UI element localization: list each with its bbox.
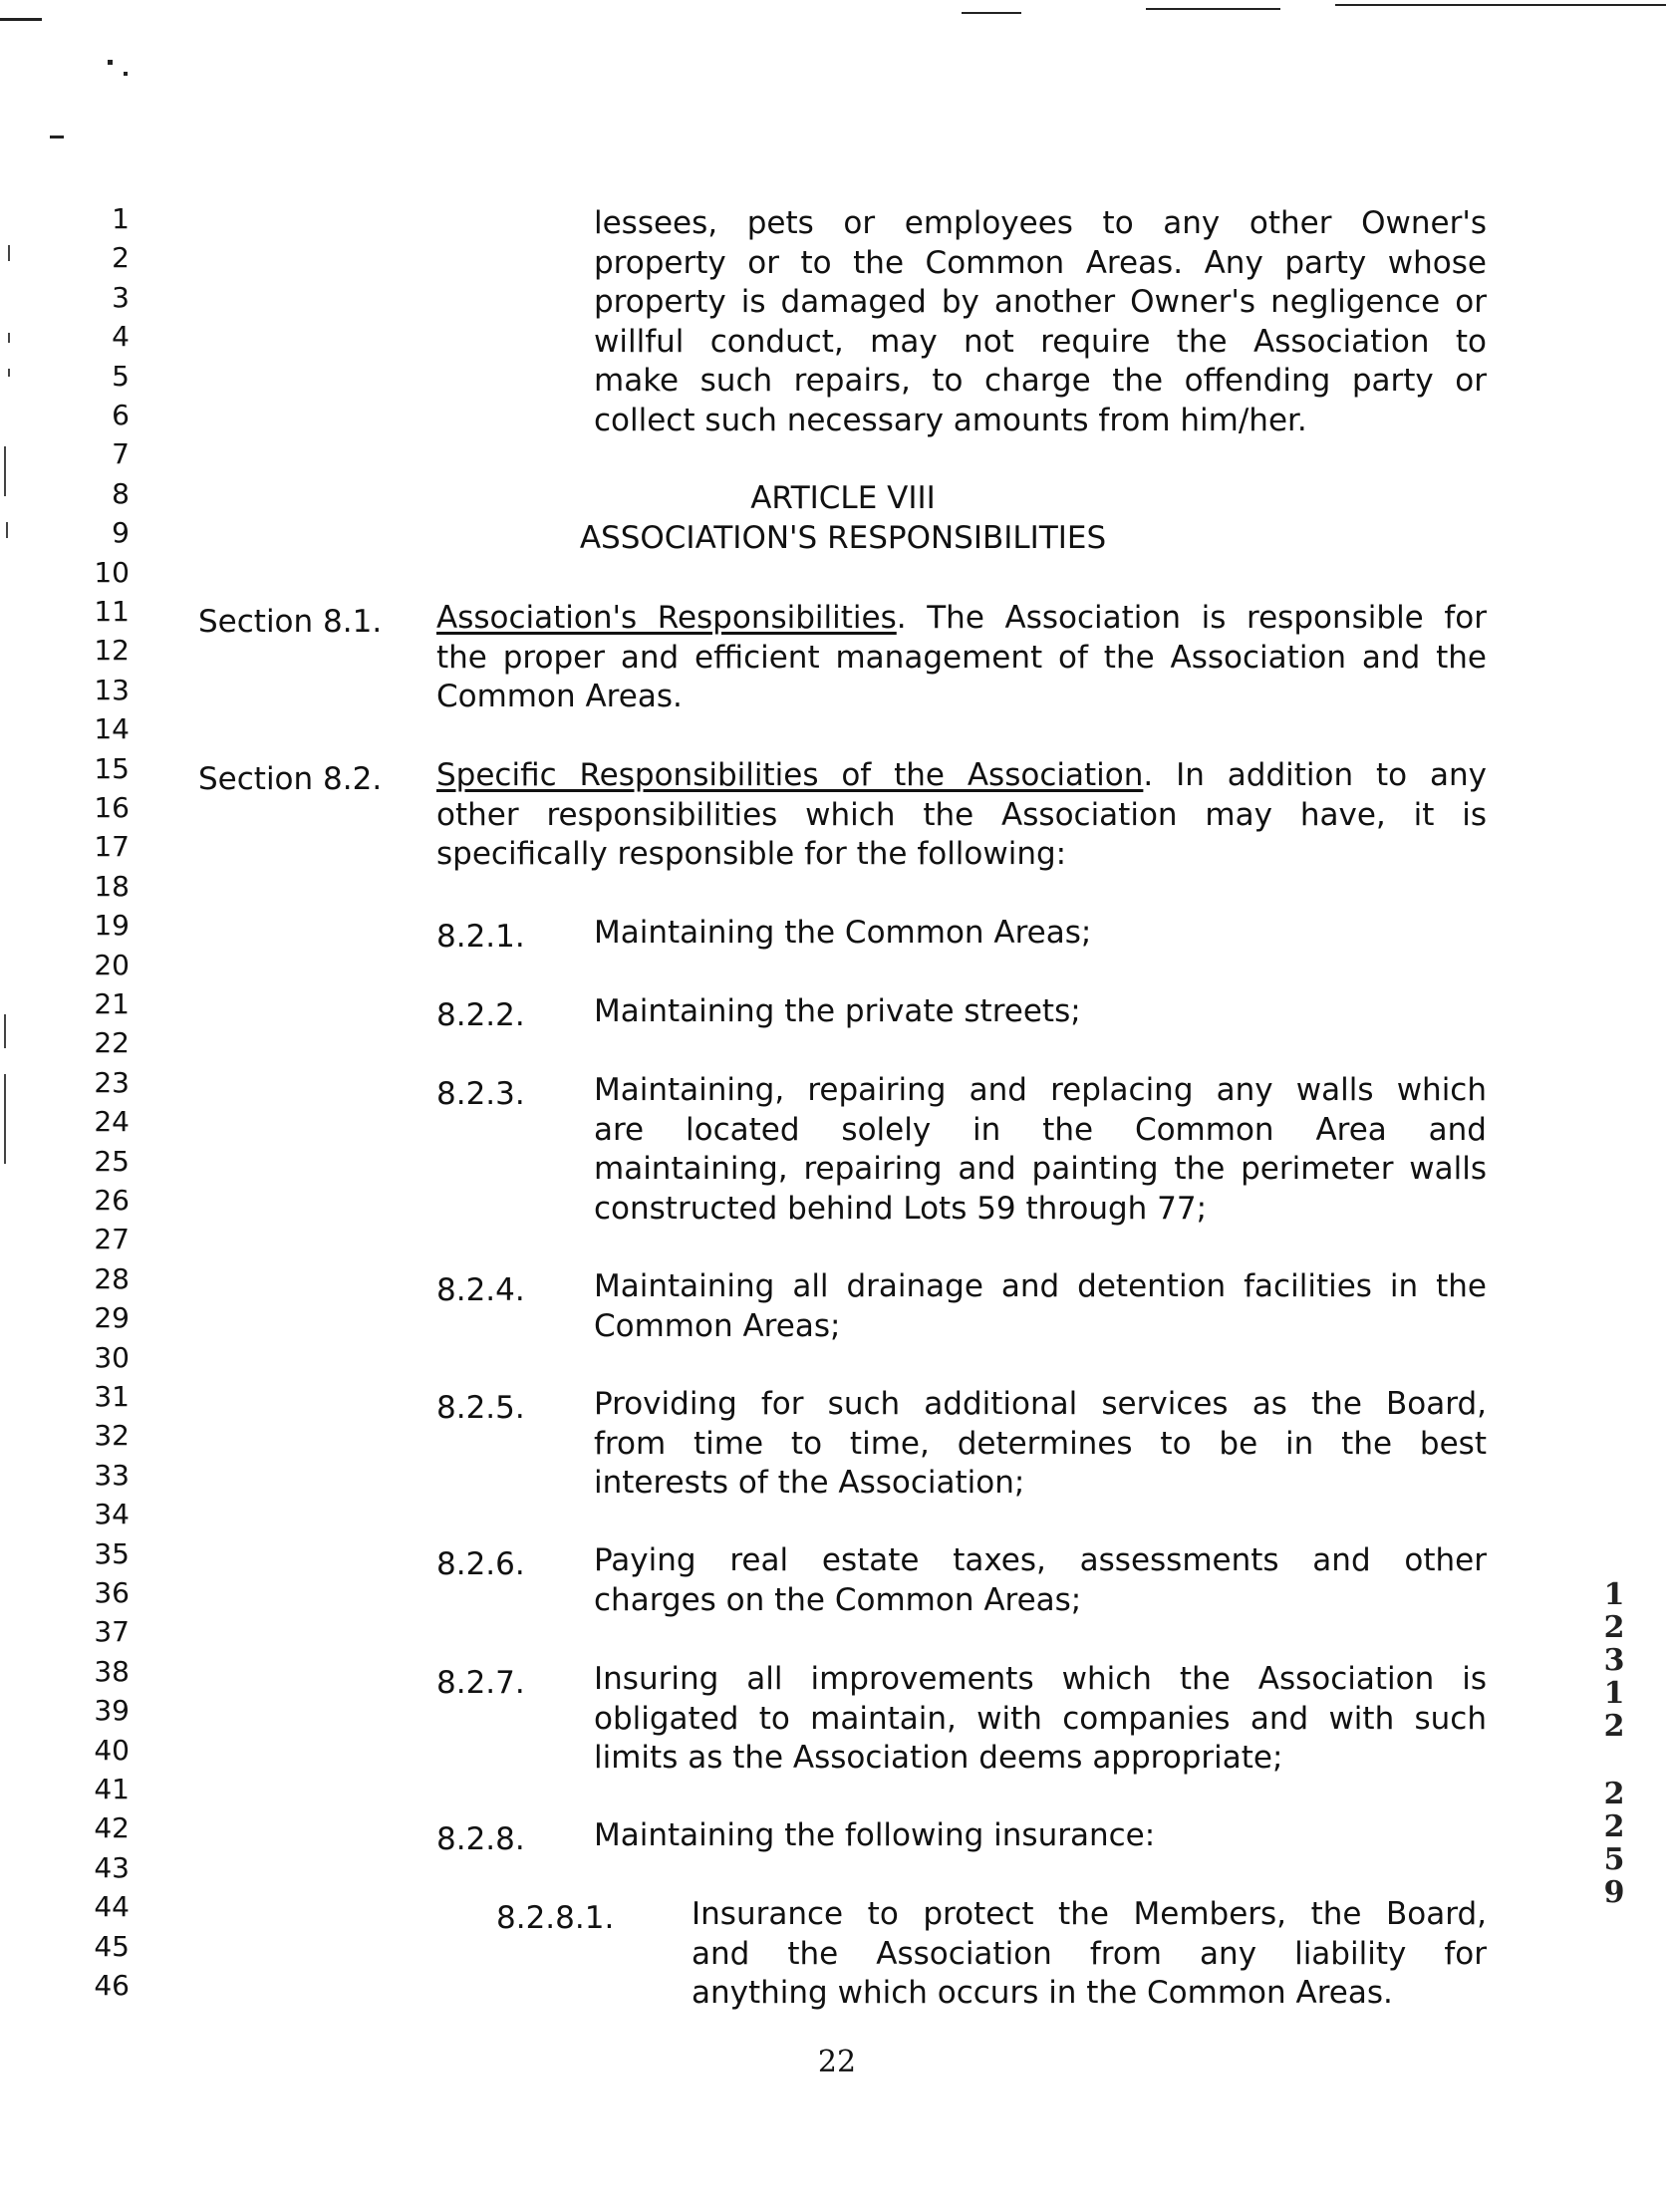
line-number: 24 xyxy=(94,1105,130,1139)
line-number: 41 xyxy=(94,1773,130,1805)
line-number: 38 xyxy=(94,1654,130,1688)
item-body xyxy=(594,1267,1487,1346)
item-body xyxy=(594,1385,1487,1504)
article-title: ASSOCIATION'S RESPONSIBILITIES xyxy=(579,520,1107,556)
line-number: 16 xyxy=(94,791,130,824)
line-number: 31 xyxy=(94,1380,130,1413)
line-number: 37 xyxy=(94,1615,130,1649)
line-number: 26 xyxy=(94,1184,130,1217)
line-number: 33 xyxy=(94,1458,130,1492)
line-number: 42 xyxy=(94,1811,130,1845)
scan-artifact-top-rule-3 xyxy=(1335,4,1666,6)
line-number: 17 xyxy=(94,830,130,864)
margin-tick xyxy=(4,1074,6,1164)
line-number: 5 xyxy=(112,359,130,393)
subitem-line: and the Association from any liability for xyxy=(692,1935,1487,1972)
line-number: 46 xyxy=(94,1969,130,2002)
item-number: 8.2.2. xyxy=(436,997,525,1033)
item-line: limits as the Association deems appropriate; xyxy=(594,1740,1283,1776)
section-line: other responsibilities which the Association may have, it is xyxy=(436,796,1487,833)
side-stamp-digit: 3 xyxy=(1603,1643,1625,1678)
item-number: 8.2.8. xyxy=(436,1821,525,1857)
article-number: ARTICLE VIII xyxy=(750,480,936,516)
line-number: 18 xyxy=(94,869,130,903)
line-number: 27 xyxy=(94,1223,130,1256)
line-number: 21 xyxy=(94,987,130,1020)
item-line: charges on the Common Areas; xyxy=(594,1581,1082,1618)
line-number: 36 xyxy=(94,1576,130,1609)
margin-tick xyxy=(4,446,6,496)
section-line: specifically responsible for the following: xyxy=(436,836,1067,872)
side-stamp-digit: 9 xyxy=(1603,1875,1625,1910)
item-line: Common Areas; xyxy=(594,1307,841,1344)
line-number: 15 xyxy=(94,751,130,785)
line-number: 23 xyxy=(94,1065,130,1099)
line-number: 44 xyxy=(94,1890,130,1924)
line-number: 25 xyxy=(94,1144,130,1178)
carryover-line: collect such necessary amounts from him/her. xyxy=(594,402,1307,438)
section-line: the proper and efficient management of the Association and the xyxy=(436,639,1487,676)
item-number: 8.2.5. xyxy=(436,1390,525,1426)
line-number: 32 xyxy=(94,1419,130,1453)
scan-artifact-dash xyxy=(50,136,64,138)
section-first-rest: . In addition to any xyxy=(1143,757,1487,793)
item-number: 8.2.1. xyxy=(436,919,525,955)
item-line: are located solely in the Common Area and xyxy=(594,1111,1487,1148)
item-line: from time to time, determines to be in the best xyxy=(594,1425,1487,1462)
item-body xyxy=(594,1541,1487,1620)
line-number: 34 xyxy=(94,1498,130,1531)
scan-artifact-dot xyxy=(108,60,113,65)
item-body xyxy=(594,1071,1487,1229)
line-number: 10 xyxy=(94,555,130,589)
scan-artifact-dot-2 xyxy=(124,72,128,76)
side-stamp-digit: 5 xyxy=(1603,1842,1625,1877)
item-line: constructed behind Lots 59 through 77; xyxy=(594,1190,1208,1227)
line-number: 19 xyxy=(94,909,130,943)
side-stamp-digit: 2 xyxy=(1603,1777,1625,1811)
section-label: Section 8.2. xyxy=(198,761,383,797)
subitem-number: 8.2.8.1. xyxy=(496,1900,615,1936)
item-line: Insuring all improvements which the Association is xyxy=(594,1661,1487,1697)
line-number: 7 xyxy=(112,437,130,471)
side-stamp-lower xyxy=(1594,1778,1634,1909)
margin-tick xyxy=(8,333,10,343)
item-line: maintaining, repairing and painting the perimeter walls xyxy=(594,1151,1487,1187)
item-number: 8.2.7. xyxy=(436,1665,525,1701)
line-number: 43 xyxy=(94,1850,130,1884)
item-line: Paying real estate taxes, assessments and other xyxy=(594,1542,1487,1578)
item-line: obligated to maintain, with companies and with such xyxy=(594,1700,1487,1737)
line-number: 22 xyxy=(94,1026,130,1060)
item-line: Maintaining, repairing and replacing any walls which xyxy=(594,1072,1487,1108)
carryover-line: make such repairs, to charge the offending party or xyxy=(594,363,1487,399)
scan-artifact-top-rule-1 xyxy=(962,12,1021,14)
scan-artifact-top-rule-2 xyxy=(1146,8,1280,10)
section-8-2-body xyxy=(436,756,1487,875)
carryover-paragraph xyxy=(594,204,1487,440)
line-number: 29 xyxy=(94,1301,130,1335)
item-line: Maintaining the following insurance: xyxy=(594,1817,1156,1853)
line-number: 35 xyxy=(94,1536,130,1570)
line-number: 9 xyxy=(112,516,130,550)
item-line: interests of the Association; xyxy=(594,1465,1025,1501)
margin-tick xyxy=(6,522,8,538)
line-number: 40 xyxy=(94,1733,130,1767)
line-number: 12 xyxy=(94,634,130,668)
item-body xyxy=(594,1816,1487,1856)
side-stamp-digit: 1 xyxy=(1603,1676,1625,1711)
item-line: Providing for such additional services as the Board, xyxy=(594,1386,1487,1422)
section-heading: Specific Responsibilities of the Association xyxy=(436,757,1144,793)
section-first-rest: . The Association is responsible for xyxy=(896,600,1487,636)
item-body xyxy=(594,992,1487,1032)
item-number: 8.2.6. xyxy=(436,1546,525,1582)
subitem-line: Insurance to protect the Members, the Board, xyxy=(692,1896,1487,1932)
carryover-line: lessees, pets or employees to any other Owner's xyxy=(594,205,1487,241)
line-number: 11 xyxy=(94,595,130,628)
line-number: 8 xyxy=(112,476,130,510)
section-first-line xyxy=(436,756,1487,796)
item-line: Maintaining all drainage and detention facilities in the xyxy=(594,1268,1487,1304)
line-number: 28 xyxy=(94,1261,130,1295)
section-line: Common Areas. xyxy=(436,679,683,714)
line-number: 4 xyxy=(112,320,130,354)
side-stamp-digit: 2 xyxy=(1603,1610,1625,1645)
page-number: 22 xyxy=(817,2045,857,2079)
side-stamp-digit: 1 xyxy=(1603,1577,1625,1612)
section-heading: Association's Responsibilities xyxy=(436,600,897,636)
line-number: 1 xyxy=(112,202,130,235)
item-line: Maintaining the private streets; xyxy=(594,993,1081,1029)
section-8-1-body xyxy=(436,599,1487,717)
line-number: 45 xyxy=(94,1929,130,1963)
item-line: Maintaining the Common Areas; xyxy=(594,915,1092,951)
line-number: 20 xyxy=(94,948,130,981)
line-number: 39 xyxy=(94,1694,130,1728)
subitem-body xyxy=(692,1895,1487,2014)
line-number: 3 xyxy=(112,280,130,314)
side-stamp-upper xyxy=(1594,1578,1634,1743)
item-number: 8.2.4. xyxy=(436,1272,525,1308)
line-number: 6 xyxy=(112,399,130,431)
item-number: 8.2.3. xyxy=(436,1076,525,1112)
carryover-line: willful conduct, may not require the Association to xyxy=(594,323,1487,360)
side-stamp-digit: 2 xyxy=(1603,1709,1625,1744)
carryover-line: property is damaged by another Owner's negligence or xyxy=(594,284,1487,320)
margin-tick xyxy=(8,369,10,377)
line-number: 2 xyxy=(112,241,130,275)
section-first-line xyxy=(436,599,1487,639)
item-body xyxy=(594,914,1487,954)
subitem-line: anything which occurs in the Common Areas. xyxy=(692,1975,1393,2011)
line-number: 13 xyxy=(94,673,130,706)
section-label: Section 8.1. xyxy=(198,604,383,640)
margin-tick xyxy=(4,1014,6,1048)
side-stamp-digit: 2 xyxy=(1603,1809,1625,1844)
line-number: 30 xyxy=(94,1340,130,1374)
item-body xyxy=(594,1660,1487,1779)
line-number: 14 xyxy=(94,712,130,746)
scan-artifact-top-left xyxy=(0,18,42,21)
margin-tick xyxy=(8,245,10,261)
carryover-line: property or to the Common Areas. Any party whose xyxy=(594,244,1487,281)
